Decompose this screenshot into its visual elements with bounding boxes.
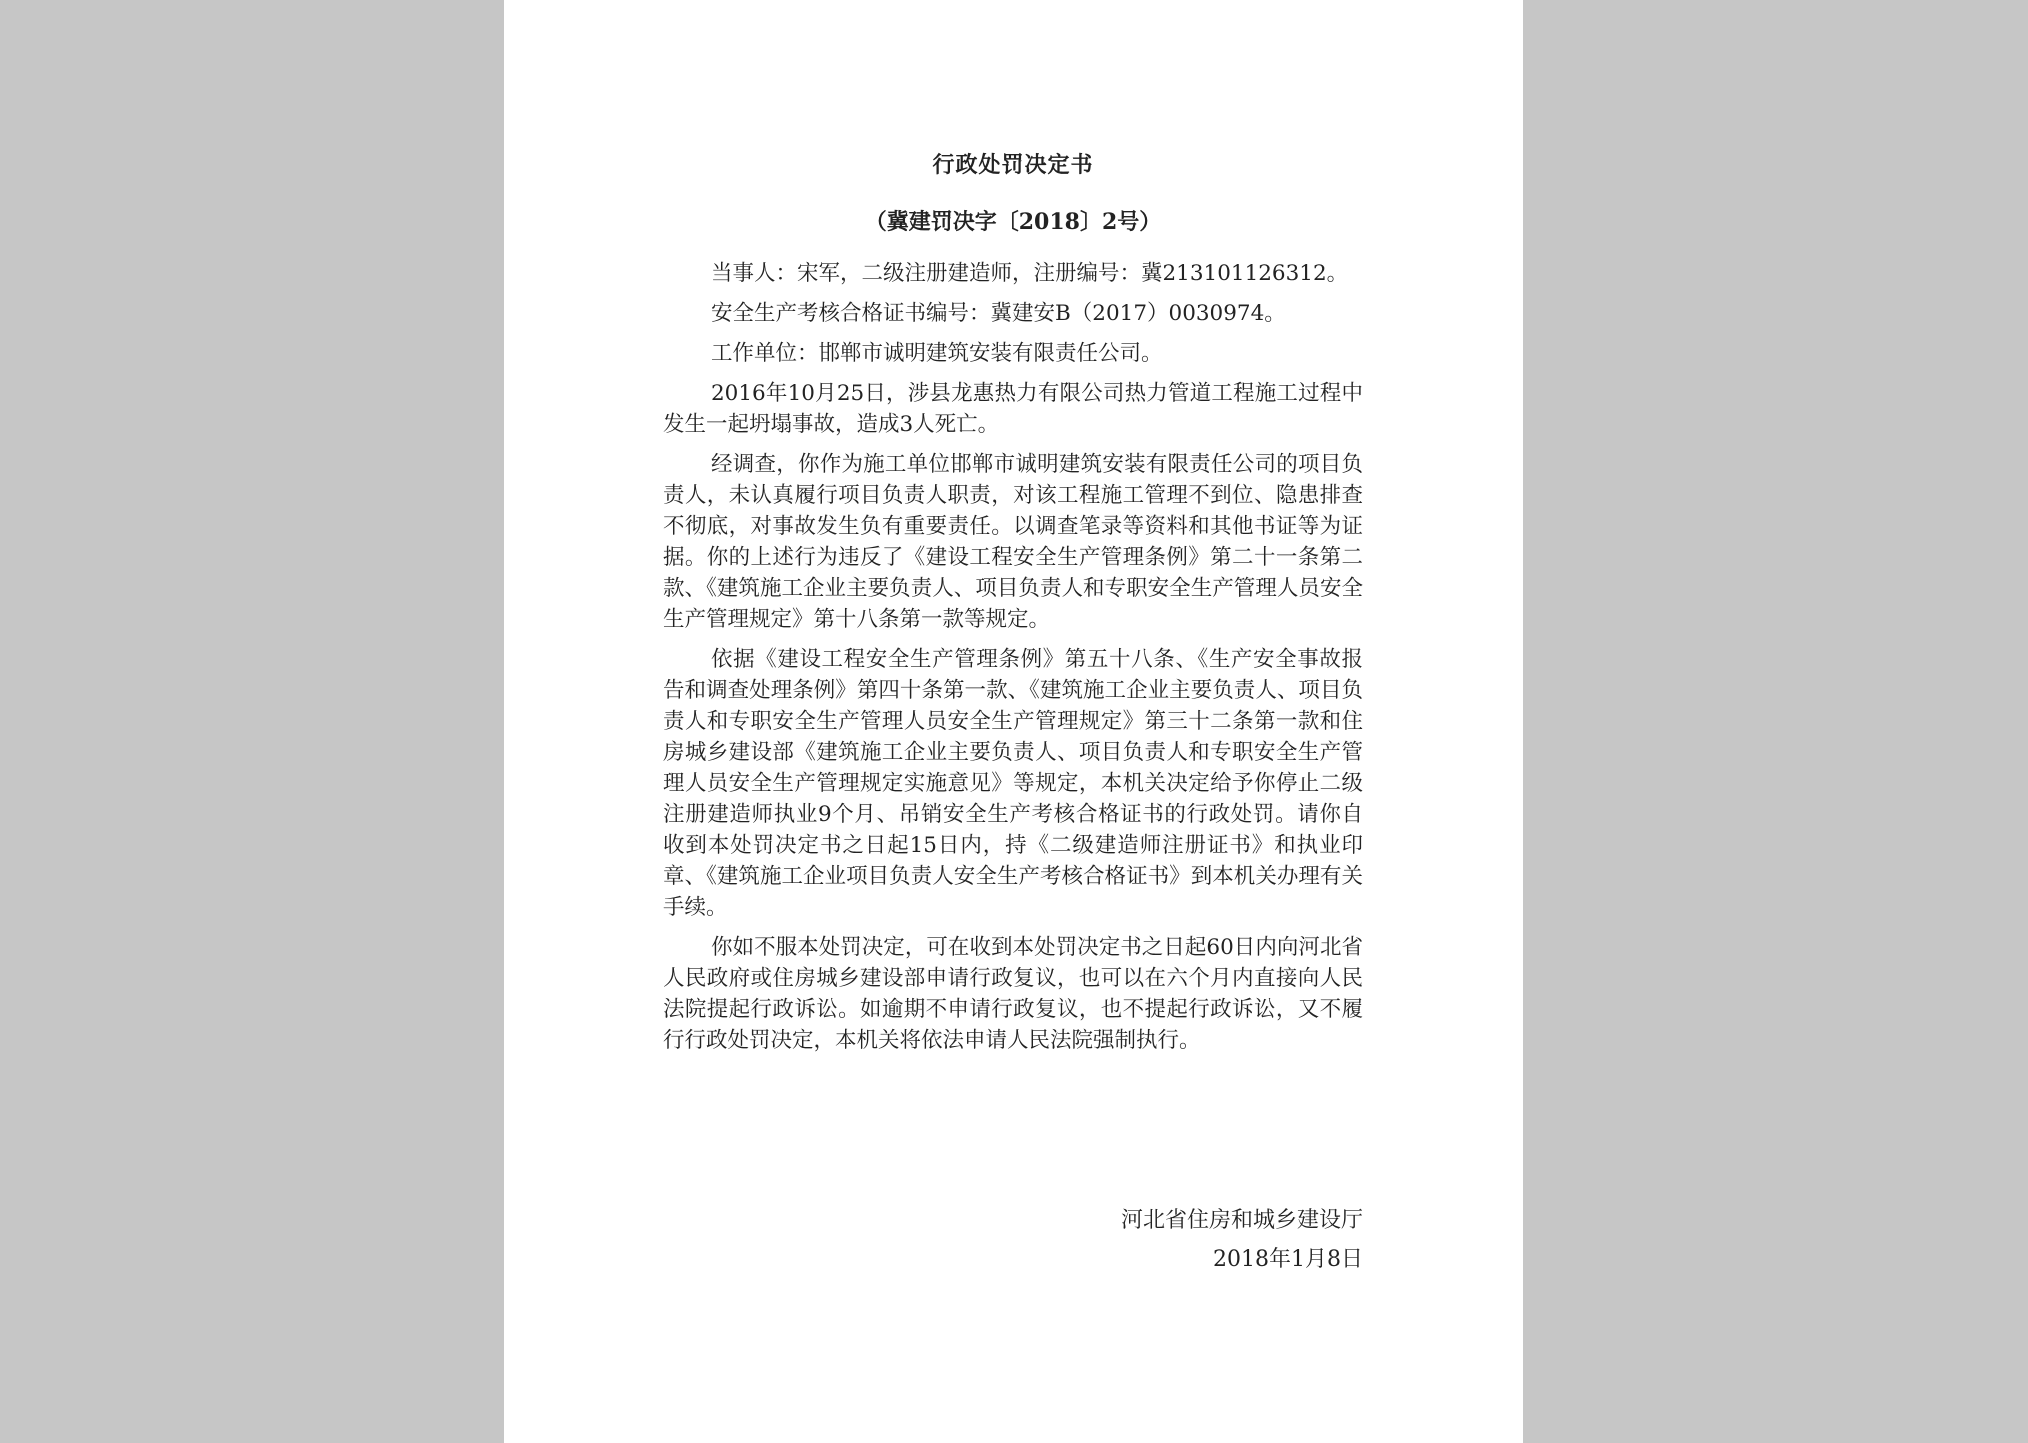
document-page [504,0,1523,1443]
appeal-paragraph: 你如不服本处罚决定，可在收到本处罚决定书之日起60日内向河北省人民政府或住房城乡建设部申请行政复议，也可以在六个月内直接向人民法院提起行政诉讼。如逾期不申请行政复议，也不提起行政诉讼，又不履行行政处罚决定，本机关将依法申请人民法院强制执行。 [663,935,1363,1053]
penalty-paragraph: 依据《建设工程安全生产管理条例》第五十八条、《生产安全事故报告和调查处理条例》第四十条第一款、《建筑施工企业主要负责人、项目负责人和专职安全生产管理人员安全生产管理规定》第三十二条第一款和住房城乡建设部《建筑施工企业主要负责人、项目负责人和专职安全生产管理人员安全生产管理规定实施意见》等规定，本机关决定给予你停止二级注册建造师执业9个月、吊销安全生产考核合格证书的行政处罚。请你自收到本处罚决定书之日起15日内，持《二级建造师注册证书》和执业印章、《建筑施工企业项目负责人安全生产考核合格证书》到本机关办理有关手续。 [663,647,1363,920]
employer-paragraph: 工作单位：邯郸市诚明建筑安装有限责任公司。 [711,341,1163,366]
incident-paragraph: 2016年10月25日，涉县龙惠热力有限公司热力管道工程施工过程中发生一起坍塌事故，造成3人死亡。 [663,381,1363,437]
investigation-paragraph: 经调查，你作为施工单位邯郸市诚明建筑安装有限责任公司的项目负责人，未认真履行项目负责人职责，对该工程施工管理不到位、隐患排查不彻底，对事故发生负有重要责任。以调查笔录等资料和其他书证等为证据。你的上述行为违反了《建设工程安全生产管理条例》第二十一条第二款、《建筑施工企业主要负责人、项目负责人和专职安全生产管理人员安全生产管理规定》第十八条第一款等规定。 [663,452,1363,632]
certificate-paragraph: 安全生产考核合格证书编号：冀建安B（2017）0030974。 [711,301,1286,326]
issue-date: 2018年1月8日 [1213,1247,1363,1272]
party-paragraph: 当事人：宋军，二级注册建造师，注册编号：冀213101126312。 [711,261,1349,286]
issuing-authority: 河北省住房和城乡建设厅 [1120,1208,1363,1233]
document-content [663,258,1363,1065]
document-title: 行政处罚决定书 [932,152,1094,178]
document-number: （冀建罚决字〔2018〕2号） [864,209,1162,235]
